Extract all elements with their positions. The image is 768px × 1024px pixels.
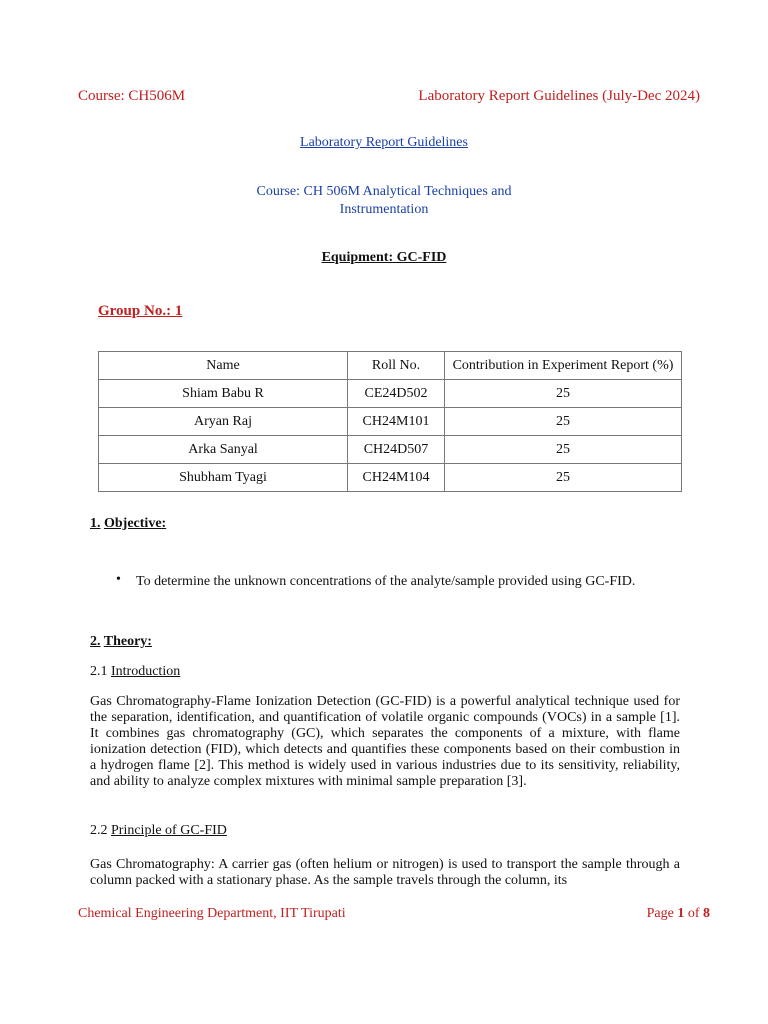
member-contribution: 25 [445,408,682,436]
group-number: Group No.: 1 [98,303,183,319]
member-roll: CE24D502 [348,380,445,408]
principle-subheading [90,823,227,839]
member-roll: CH24D507 [348,436,445,464]
principle-title: Principle of GC-FID [111,823,227,838]
table-row [99,408,682,436]
page-current: 1 [677,906,685,921]
members-table [98,351,682,492]
member-roll: CH24M101 [348,408,445,436]
theory-heading [90,634,152,650]
introduction-subheading [90,664,180,680]
table-row [99,380,682,408]
document-title[interactable]: Laboratory Report Guidelines [300,135,468,150]
objective-title: Objective: [104,516,167,531]
table-header-roll: Roll No. [348,352,445,380]
theory-title: Theory: [103,634,152,649]
table-row [99,436,682,464]
member-roll: CH24M104 [348,464,445,492]
header-guidelines: Laboratory Report Guidelines (July-Dec 2024) [418,88,700,104]
bullet-icon: • [116,572,121,587]
table-row [99,464,682,492]
page-prefix: Page [646,906,678,921]
member-name: Shiam Babu R [99,380,348,408]
member-contribution: 25 [445,436,682,464]
introduction-title: Introduction [111,664,181,679]
principle-paragraph: Gas Chromatography: A carrier gas (often helium or nitrogen) is used to transport the sample through a column packed with a stationary phase. As the sample travels through the column, its [90,857,680,888]
footer-department: Chemical Engineering Department, IIT Tirupati [78,906,346,921]
member-name: Aryan Raj [99,408,348,436]
footer-page-number [647,906,710,922]
course-title-line2: Instrumentation [339,202,429,217]
objective-number: 1. [90,516,101,531]
page-total: 8 [703,906,710,921]
table-header-name: Name [99,352,348,380]
introduction-number: 2.1 [90,664,108,679]
table-header-row [99,352,682,380]
course-title-line1: Course: CH 506M Analytical Techniques and [256,184,512,199]
theory-number: 2. [90,634,101,649]
page-of: of [684,906,703,921]
table-header-contribution: Contribution in Experiment Report (%) [445,352,682,380]
principle-number: 2.2 [90,823,108,838]
objective-bullet-text: To determine the unknown concentrations of the analyte/sample provided using GC-FID. [136,574,636,589]
objective-heading [90,516,166,532]
member-name: Shubham Tyagi [99,464,348,492]
equipment-heading: Equipment: GC-FID [321,250,447,265]
member-contribution: 25 [445,380,682,408]
member-contribution: 25 [445,464,682,492]
introduction-paragraph: Gas Chromatography-Flame Ionization Detection (GC-FID) is a powerful analytical technique used for the separation, identification, and quantification of volatile organic compounds (VOCs) in a sample [1]. It combines gas chromatography (GC), which separates the components of a mixture, with flame ionization detection (FID), which detects and quantifies these components based on their combustion in a hydrogen flame [2]. This method is widely used in various industries due to its sensitivity, reliability, and ability to analyze complex mixtures with minimal sample preparation [3]. [90,694,680,789]
header-course: Course: CH506M [78,88,186,104]
member-name: Arka Sanyal [99,436,348,464]
